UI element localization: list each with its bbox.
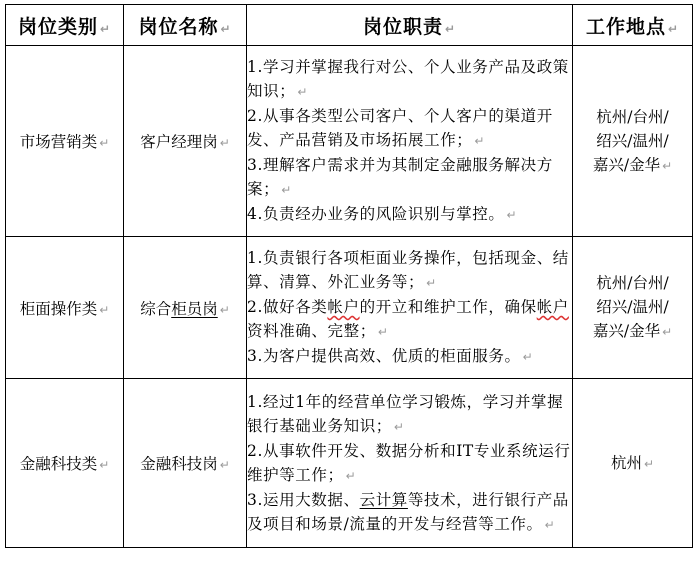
duty-item: 1.学习并掌握我行对公、个人业务产品及政策知识； ↵	[247, 58, 569, 100]
duty-item: 1.经过1年的经营单位学习锻炼，学习并掌握银行基础业务知识； ↵	[247, 392, 564, 435]
duty-item: 3.为客户提供高效、优质的柜面服务。 ↵	[247, 347, 534, 365]
duty-item: 2.从事软件开发、数据分析和IT专业系统运行维护等工作； ↵	[247, 441, 571, 484]
table-row	[6, 379, 693, 548]
duty-item: 3.运用大数据、云计算等技术，进行银行产品及项目和场景/流量的开发与经营等工作。 ↵	[247, 490, 569, 533]
header-location: 工作地点 ↵	[573, 5, 693, 46]
duty-item: 1.负责银行各项柜面业务操作，包括现金、结算、清算、外汇业务等； ↵	[247, 249, 569, 291]
row-duties	[247, 379, 573, 548]
row-category: 柜面操作类 ↵	[6, 237, 124, 379]
row-category: 金融科技类 ↵	[6, 379, 124, 548]
header-duties: 岗位职责 ↵	[247, 5, 573, 46]
duty-item: 2.从事各类型公司客户、个人客户的渠道开发、产品营销及市场拓展工作； ↵	[247, 107, 553, 149]
job-table	[5, 4, 693, 548]
table-row	[6, 237, 693, 379]
duty-item: 2.做好各类帐户的开立和维护工作，确保帐户资料准确、完整； ↵	[247, 298, 569, 340]
row-location: 杭州/台州/ 绍兴/温州/ 嘉兴/金华 ↵	[573, 237, 693, 379]
table-header-row	[6, 5, 693, 46]
row-position-name: 金融科技岗 ↵	[124, 379, 247, 548]
table-row	[6, 46, 693, 237]
row-position-name: 客户经理岗 ↵	[124, 46, 247, 237]
duty-item: 3.理解客户需求并为其制定金融服务解决方案； ↵	[247, 156, 553, 198]
header-category: 岗位类别 ↵	[6, 5, 124, 46]
duty-item: 4.负责经办业务的风险识别与掌控。 ↵	[247, 205, 518, 223]
header-name: 岗位名称 ↵	[124, 5, 247, 46]
row-category: 市场营销类 ↵	[6, 46, 124, 237]
row-position-name: 综合柜员岗 ↵	[124, 237, 247, 379]
row-duties	[247, 237, 573, 379]
row-location: 杭州 ↵	[573, 379, 693, 548]
row-location: 杭州/台州/ 绍兴/温州/ 嘉兴/金华 ↵	[573, 46, 693, 237]
row-duties	[247, 46, 573, 237]
